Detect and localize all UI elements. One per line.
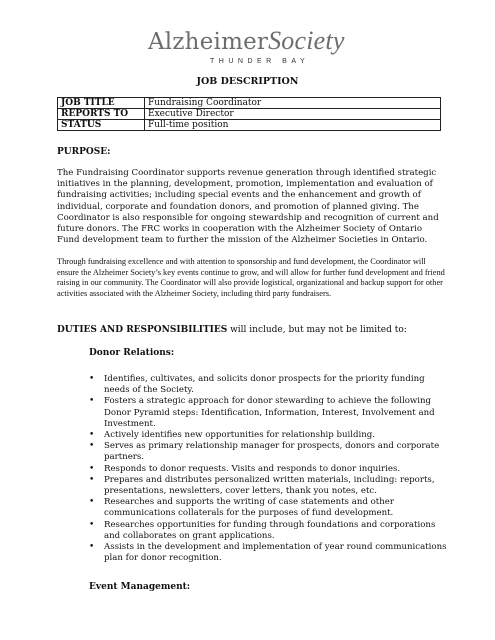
table-row (58, 120, 441, 131)
list-item-text: Researches opportunities for funding through foundations and corporations and collaborates on grant applications. (104, 519, 436, 541)
document-title: JOB DESCRIPTION (196, 76, 299, 87)
reports-to-value: Executive Director (145, 109, 441, 120)
bullet-icon: • (89, 474, 95, 485)
purpose-paragraph-2: Through fundraising excellence and with attention to sponsorship and fund development, the Coordinator will ensure the Alzheimer Society’s key events continue to grow, and will allow for further fund development and friend raising in our community. The Coordinator will also provide logistical, organizational and backup support for other activities associated with the Alzheimer Society, including third party fundraisers. (57, 257, 445, 298)
bullet-icon: • (89, 396, 95, 407)
alzheimer-society-logo (148, 26, 358, 70)
table-row (58, 98, 441, 109)
list-item (89, 441, 451, 463)
event-management-heading: Event Management: (89, 582, 191, 592)
bullet-icon: • (89, 542, 95, 553)
job-title-value: Fundraising Coordinator (145, 98, 441, 109)
logo-subtitle: THUNDER BAY (210, 58, 310, 65)
list-item (89, 430, 451, 441)
list-item-text: Fosters a strategic approach for donor stewarding to achieve the following Donor Pyramid steps: Identification, Information, Interest, Involvement and Investment. (104, 396, 435, 429)
list-item (89, 542, 451, 564)
duties-heading-bold: DUTIES AND RESPONSIBILITIES (57, 325, 228, 335)
list-item-text: Assists in the development and implementation of year round communications plan for donor recognition. (104, 542, 447, 564)
job-title-label: JOB TITLE (58, 98, 145, 109)
duties-heading (57, 325, 407, 335)
list-item-text: Prepares and distributes personalized written materials, including: reports, presentations, newsletters, cover letters, thank you notes, etc. (104, 474, 435, 497)
status-label: STATUS (58, 120, 145, 131)
list-item-text: Actively identifies new opportunities for relationship building. (104, 430, 376, 441)
job-info-table (57, 97, 441, 131)
list-item-text: Serves as primary relationship manager for prospects, donors and corporate partners. (104, 441, 440, 463)
purpose-paragraph-1: The Fundraising Coordinator supports revenue generation through identified strategic initiatives in the planning, development, promotion, implementation and evaluation of fundraising activities; including special events and the enhancement and growth of individual, corporate and foundation donors, and promotion of planned giving. The Coordinator is also responsible for ongoing stewardship and recognition of current and future donors. The FRC works in cooperation with the Alzheimer Society of Ontario Fund development team to further the mission of the Alzheimer Societies in Ontario. (57, 168, 439, 246)
status-value: Full-time position (145, 120, 441, 131)
bullet-icon: • (89, 374, 95, 384)
donor-relations-heading: Donor Relations: (89, 348, 175, 358)
bullet-icon: • (89, 463, 95, 474)
bullet-icon: • (89, 519, 95, 530)
donor-relations-list (89, 374, 451, 564)
logo-name-italic: Society (268, 26, 345, 55)
list-item (89, 475, 451, 497)
bullet-icon: • (89, 497, 95, 508)
reports-to-label: REPORTS TO (58, 109, 145, 120)
list-item-text: Identifies, cultivates, and solicits donor prospects for the priority funding needs of the Society. (104, 374, 425, 396)
list-item (89, 520, 451, 542)
list-item (89, 374, 451, 396)
bullet-icon: • (89, 441, 95, 452)
table-row (58, 109, 441, 120)
purpose-heading: PURPOSE: (57, 147, 111, 157)
list-item (89, 464, 451, 475)
list-item-text: Researches and supports the writing of case statements and other communications collaterals for the purposes of fund development. (104, 497, 394, 519)
bullet-icon: • (89, 430, 95, 441)
list-item (89, 497, 451, 519)
logo-name-main: Alzheimer (148, 29, 269, 55)
duties-heading-rest: will include, but may not be limited to: (227, 325, 407, 335)
list-item (89, 396, 451, 430)
list-item-text: Responds to donor requests. Visits and responds to donor inquiries. (104, 463, 401, 474)
